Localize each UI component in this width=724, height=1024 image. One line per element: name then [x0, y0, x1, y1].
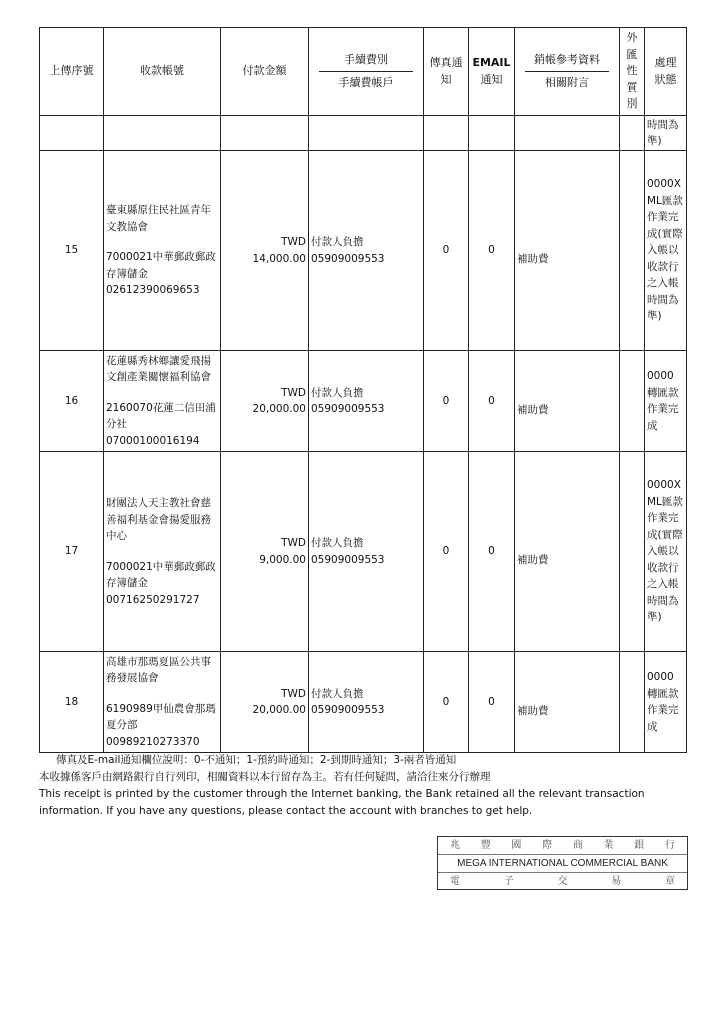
payee-account-no: 07000100016194 [106, 434, 200, 447]
col-amount: 付款金額 [221, 28, 309, 116]
seal-bank-name: MEGA INTERNATIONAL COMMERCIAL BANK [438, 854, 687, 873]
memo-cell: 補助費 [515, 452, 620, 652]
fax-cell: 0 [424, 452, 469, 652]
payee-bank: 6190989甲仙農會那瑪夏分部 [106, 702, 216, 732]
fee-cell [309, 351, 424, 452]
fax-cell: 0 [424, 351, 469, 452]
memo-cell: 補助費 [515, 151, 620, 351]
col-seq: 上傳序號 [40, 28, 104, 116]
notes [39, 752, 686, 820]
fee-cell [309, 151, 424, 351]
fax-cell: 0 [424, 652, 469, 753]
fee-account: 05909009553 [311, 403, 385, 415]
seq-cell: 16 [40, 351, 104, 452]
currency: TWD [281, 386, 306, 399]
fee-type: 付款人負擔 [311, 687, 364, 700]
payee-account-no: 02612390069653 [106, 284, 200, 297]
fee-account: 05909009553 [311, 252, 385, 265]
amount: 14,000.00 [252, 252, 306, 265]
col-ref: 銷帳參考資料 相關附言 [515, 28, 620, 116]
fee-cell [309, 452, 424, 652]
payee-name: 高雄市那瑪夏區公共事務發展協會 [106, 655, 211, 685]
fx-cell [620, 452, 645, 652]
seq-cell: 18 [40, 652, 104, 753]
fee-account: 05909009553 [311, 704, 385, 716]
table-row [40, 452, 687, 652]
status-cell: 0000XML匯款作業完成(實際入帳以收款行之入帳時間為準) [645, 452, 687, 652]
table-row [40, 351, 687, 452]
col-fee [309, 28, 424, 116]
seq-cell: 15 [40, 151, 104, 351]
seal-top: 兆 豐 國 際 商 業 銀 行 [450, 840, 675, 851]
table-row [40, 151, 687, 351]
payee-name: 花蓮縣秀林鄉讓愛飛揚文創產業關懷福利協會 [106, 354, 211, 384]
payee-name: 財團法人天主教社會慈善福利基金會揚愛服務中心 [106, 497, 211, 542]
disclaimer-zh: 本收據係客戶由網路銀行自行列印，相關資料以本行留存為主。若有任何疑問，請洽往來分行辦理 [39, 771, 491, 783]
status-cell: 0000轉匯款作業完成 [645, 652, 687, 753]
fee-cell [309, 652, 424, 753]
amount-cell [221, 452, 309, 652]
fax-cell: 0 [424, 151, 469, 351]
currency: TWD [281, 687, 306, 700]
amount: 20,000.00 [252, 704, 306, 716]
transaction-table [39, 27, 687, 753]
fee-account: 05909009553 [311, 553, 385, 566]
col-fee-type: 手續費別 [319, 52, 413, 72]
payee-bank: 7000021中華郵政郵政存簿儲金 [106, 560, 216, 589]
status-cell: 0000XML匯款作業完成(實際入帳以收款行之入帳時間為準) [645, 151, 687, 351]
memo-cell: 補助費 [515, 351, 620, 452]
fx-cell [620, 351, 645, 452]
email-cell: 0 [469, 452, 515, 652]
account-cell [104, 452, 221, 652]
amount: 9,000.00 [259, 553, 306, 566]
payee-bank: 2160070花蓮二信田浦分社 [106, 401, 216, 431]
amount-cell [221, 351, 309, 452]
fee-type: 付款人負擔 [311, 236, 364, 248]
fx-cell [620, 652, 645, 753]
payee-account-no: 00716250291727 [106, 593, 200, 606]
col-email: EMAIL 通知 [469, 28, 515, 116]
disclaimer-en: This receipt is printed by the customer through the Internet banking, the Bank retained all the relevant transaction information. If you have any questions, please contact the account with branches to get help. [39, 788, 645, 817]
account-cell [104, 351, 221, 452]
fee-type: 付款人負擔 [311, 386, 364, 399]
col-status: 處理 狀態 [645, 28, 687, 116]
status-cell: 0000轉匯款作業完成 [645, 351, 687, 452]
col-fee-account: 手續費帳戶 [338, 75, 394, 89]
col-fax: 傳真通 知 [424, 28, 469, 116]
account-cell [104, 652, 221, 753]
email-cell: 0 [469, 151, 515, 351]
payee-account-no: 00989210273370 [106, 735, 200, 748]
notify-legend: 傳真及E-mail通知欄位說明：0-不通知；1-預約時通知；2-到期時通知；3-兩者皆通知 [56, 754, 457, 766]
currency: TWD [281, 236, 306, 248]
fx-cell [620, 151, 645, 351]
amount-cell [221, 652, 309, 753]
col-fx: 外 匯 性 質 別 [620, 28, 645, 116]
seal-bottom: 電 子 交 易 章 [450, 876, 675, 887]
payee-bank: 7000021中華郵政郵政存簿儲金 [106, 251, 216, 280]
carry-over-row [40, 116, 687, 151]
memo-cell: 補助費 [515, 652, 620, 753]
amount-cell [221, 151, 309, 351]
fee-type: 付款人負擔 [311, 537, 364, 549]
col-account: 收款帳號 [104, 28, 221, 116]
currency: TWD [281, 537, 306, 549]
amount: 20,000.00 [252, 403, 306, 415]
status-cell: 時間為準) [645, 116, 687, 151]
header-row [40, 28, 687, 116]
bank-seal [437, 836, 688, 890]
table-row [40, 652, 687, 753]
email-cell: 0 [469, 652, 515, 753]
account-cell [104, 151, 221, 351]
payee-name: 臺東縣原住民社區青年文教協會 [106, 204, 211, 233]
email-cell: 0 [469, 351, 515, 452]
seq-cell: 17 [40, 452, 104, 652]
